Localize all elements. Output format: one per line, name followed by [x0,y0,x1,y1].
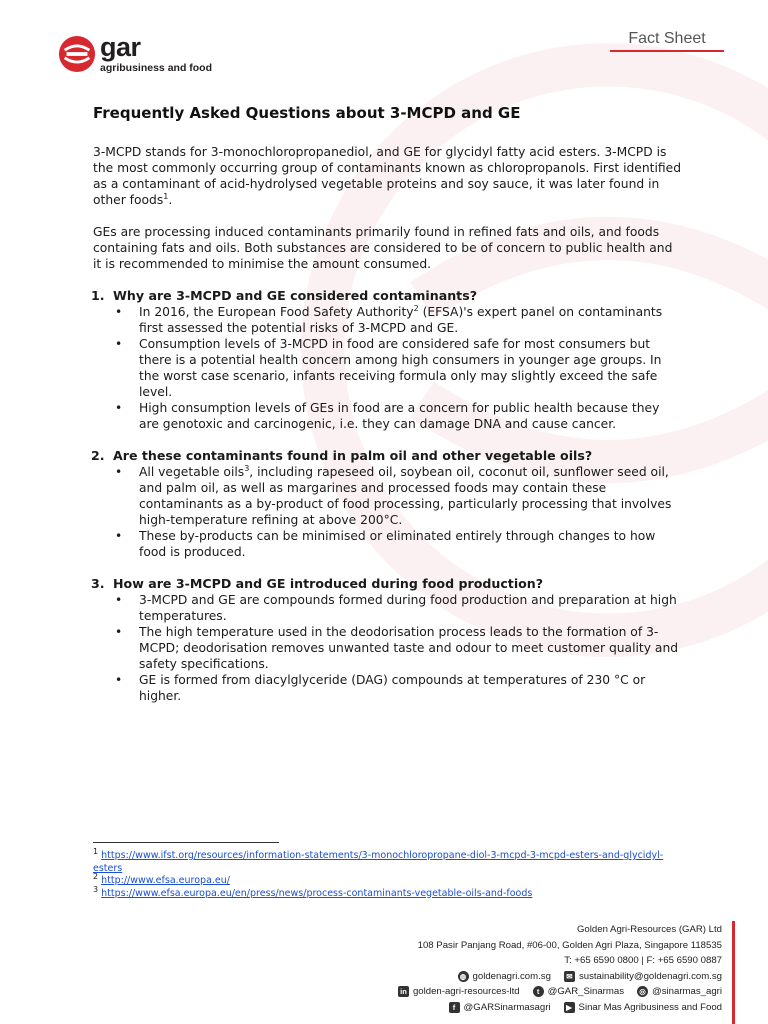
question-section-2 [93,448,683,560]
contact-row-social [398,984,722,1000]
page-title: Frequently Asked Questions about 3-MCPD and GE [93,104,521,122]
youtube-icon: ▶ [564,1002,575,1013]
list-item: • All vegetable oils$^3$, including rapeseed oil, soybean oil, coconut oil, sunflower seed oil, and palm oil, as well as margarines and processed foods may contain these contaminants as a by-product of food processing, particularly processing that involves high-temperature refining at above 200°C. [93,464,683,528]
question-heading: 1. Why are 3-MCPD and GE considered contaminants? [91,288,478,303]
answer-list [93,592,683,704]
contact-row-web [398,969,722,985]
answer-list [93,464,683,560]
list-item: • In 2016, the European Food Safety Authority$^2$ (EFSA)'s expert panel on contaminants first assessed the potential risks of 3-MCPD and GE. [93,304,683,336]
list-item: • High consumption levels of GEs in food are a concern for public health because they are genotoxic and carcinogenic, i.e. they can damage DNA and cause cancer. [93,400,683,432]
linkedin-icon: in [398,986,409,997]
twitter-link[interactable]: @GAR_Sinarmas [547,986,624,997]
youtube-link[interactable]: Sinar Mas Agribusiness and Food [578,1001,722,1013]
company-address: 108 Pasir Panjang Road, #06-00, Golden Agri Plaza, Singapore 118535 [417,939,722,951]
website-link[interactable]: goldenagri.com.sg [472,970,551,982]
footnote-link-3[interactable]: https://www.efsa.europa.eu/en/press/news/process-contaminants-vegetable-oils-and-foods [101,887,533,899]
contact-block [398,922,722,1015]
intro-paragraph-1: 3-MCPD stands for 3-monochloropropanediol, and GE for glycidyl fatty acid esters. 3-MCPD is the most commonly occurring group of contaminants known as chloropropanols. First identified as a contaminant of acid-hydrolysed vegetable proteins and soy sauce, it was later found in other foods$^1$. [93,145,682,207]
doc-type-label: Fact Sheet [610,30,724,52]
contact-row-video [398,1000,722,1016]
question-section-1 [93,288,683,432]
list-item: • Consumption levels of 3-MCPD in food are considered safe for most consumers but there is a potential health concern among high consumers in younger age groups. In the worst case scenario, infants receiving formula only may slightly exceed the safe level. [93,336,683,400]
footnotes [93,846,678,900]
question-heading: 2. Are these contaminants found in palm oil and other vegetable oils? [91,448,593,463]
question-heading: 3. How are 3-MCPD and GE introduced during food production? [91,576,544,591]
answer-list [93,304,683,432]
footnote-2: $^2$ http://www.efsa.europa.eu/ [93,871,230,886]
email-link[interactable]: sustainability@goldenagri.com.sg [578,970,722,982]
list-item: • 3-MCPD and GE are compounds formed during food production and preparation at high temperatures. [93,592,683,624]
logo-tagline: agribusiness and food [100,62,213,74]
facebook-link[interactable]: @GARSinarmasagri [463,1001,551,1013]
intro-paragraph-2: GEs are processing induced contaminants primarily found in refined fats and oils, and foods containing fats and oils. Both substances are considered to be of concern to public health and it is recommended to minimise the amount consumed. [93,225,673,271]
footnote-link-1[interactable]: https://www.ifst.org/resources/information-statements/3-monochloropropane-diol-3-mcpd-3-mcpd-esters-and-glycidyl-esters [93,850,664,874]
list-item: • GE is formed from diacylglyceride (DAG) compounds at temperatures of 230 °C or higher. [93,672,683,704]
twitter-icon: t [533,986,544,997]
facebook-icon: f [449,1002,460,1013]
instagram-icon: ◎ [637,986,648,997]
footnote-ref-2[interactable]: 2 [413,303,419,313]
globe-icon: ◍ [458,971,469,982]
footnote-ref-3[interactable]: 3 [244,463,250,473]
list-item: • The high temperature used in the deodorisation process leads to the formation of 3-MCPD; deodorisation removes unwanted taste and odour to meet customer quality and safety specifications. [93,624,683,672]
footnote-3: $^3$ https://www.efsa.europa.eu/en/press/news/process-contaminants-vegetable-oils-and-foods [93,884,533,899]
footnote-separator [93,842,279,843]
red-accent-bar [732,921,735,1024]
gar-logo-mark-icon [58,35,96,73]
footnote-link-2[interactable]: http://www.efsa.europa.eu/ [101,875,230,886]
footnote-1: $^1$ https://www.ifst.org/resources/information-statements/3-monochloropropane-diol-3-mcpd-3-mcpd-esters-and-glycidyl-esters [93,846,664,874]
gar-logo [58,34,212,74]
company-phone: T: +65 6590 0800 | F: +65 6590 0887 [564,955,722,966]
question-section-3 [93,576,683,704]
linkedin-link[interactable]: golden-agri-resources-ltd [412,986,520,997]
logo-wordmark: gar [100,32,141,62]
company-name: Golden Agri-Resources (GAR) Ltd [576,924,722,935]
mail-icon: ✉ [564,971,575,982]
main-content [93,103,683,720]
instagram-link[interactable]: @sinarmas_agri [652,986,722,997]
footnote-ref-1[interactable]: 1 [163,191,169,201]
list-item: • These by-products can be minimised or eliminated entirely through changes to how food is produced. [93,528,683,560]
